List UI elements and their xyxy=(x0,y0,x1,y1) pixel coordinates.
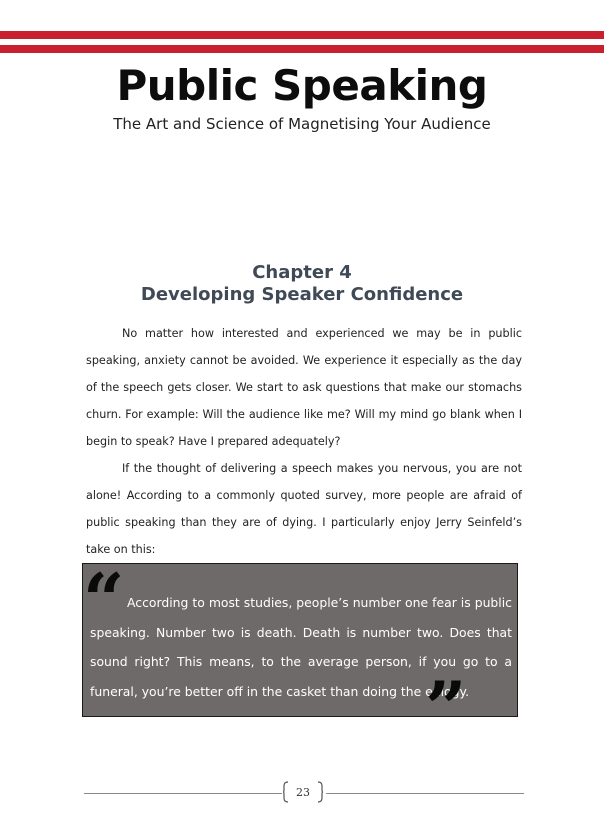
footer-rule-right xyxy=(326,793,524,794)
chapter-title: Developing Speaker Confidence xyxy=(140,284,464,305)
book-subtitle: The Art and Science of Magnetising Your Audience xyxy=(113,115,491,133)
paragraph: No matter how interested and experienced we may be in public speaking, anxiety cannot be avoided. We experience it especially as the day of the speech gets closer. We start to ask questions that make our stomachs churn. For example: Will the audience like me? Will my mind go blank when I begin to speak? Have I prepared adequately? xyxy=(86,327,522,448)
close-quote-icon: ” xyxy=(425,665,467,750)
header-stripe-bottom xyxy=(0,45,604,53)
header-stripe-top xyxy=(0,31,604,39)
book-title: Public Speaking xyxy=(116,61,488,110)
open-quote-icon: “ xyxy=(83,557,125,642)
body-text xyxy=(86,320,522,563)
paragraph: If the thought of delivering a speech makes you nervous, you are not alone! According to a commonly quoted survey, more people are afraid of public speaking than they are of dying. I particularly enjoy Jerry Seinfeld’s take on this: xyxy=(86,462,522,556)
quote-text: According to most studies, people’s number one fear is public speaking. Number two is death. Death is number two. Does that sound right? This means, to the average person, if you go to a funeral, you’re better off in the casket than doing the eulogy. xyxy=(90,595,512,699)
chapter-heading xyxy=(0,262,604,306)
page-number: 23 xyxy=(296,786,310,799)
chapter-number: Chapter 4 xyxy=(252,262,352,283)
left-bracket-icon xyxy=(283,781,289,803)
footer-rule-left xyxy=(84,793,282,794)
quote-box xyxy=(82,557,518,750)
right-bracket-icon xyxy=(317,781,323,803)
